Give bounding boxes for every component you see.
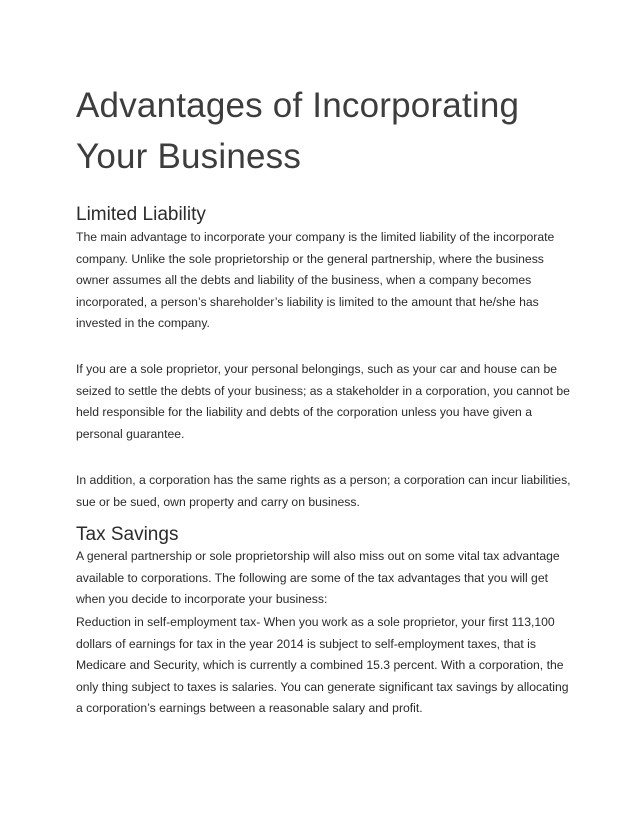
paragraph-limited-liability-2: If you are a sole proprietor, your personal belongings, such as your car and house can be seized to settle the debts of your business; as a stakeholder in a corporation, you cannot be held responsible for the liability and debts of the corporation unless you have given a personal guarantee. [76,362,570,441]
paragraph-limited-liability-1: The main advantage to incorporate your company is the limited liability of the incorporate company. Unlike the sole proprietorship or the general partnership, where the business owner assumes all the debts and liability of the business, when a company becomes incorporated, a person’s shareholder’s liability is limited to the amount that he/she has invested in the company. [76,230,555,331]
section-heading-tax-savings: Tax Savings [76,524,179,545]
paragraph-tax-savings-2: Reduction in self-employment tax- When you work as a sole proprietor, your first 113,100 dollars of earnings for tax in the year 2014 is subject to self-employment taxes, that is Medicare and Security, which is currently a combined 15.3 percent. With a corporation, the only thing subject to taxes is salaries. You can generate significant tax savings by allocating a corporation’s earnings between a reasonable salary and profit. [76,615,569,716]
document-title: Advantages of Incorporating Your Business [76,86,520,176]
paragraph-limited-liability-3: In addition, a corporation has the same rights as a person; a corporation can incur liabilities, sue or be sued, own property and carry on business. [76,473,571,509]
paragraph-tax-savings-1: A general partnership or sole proprietorship will also miss out on some vital tax advantage available to corporations. The following are some of the tax advantages that you will get when you decide to incorporate your business: [76,549,560,607]
section-heading-limited-liability: Limited Liability [76,204,206,225]
